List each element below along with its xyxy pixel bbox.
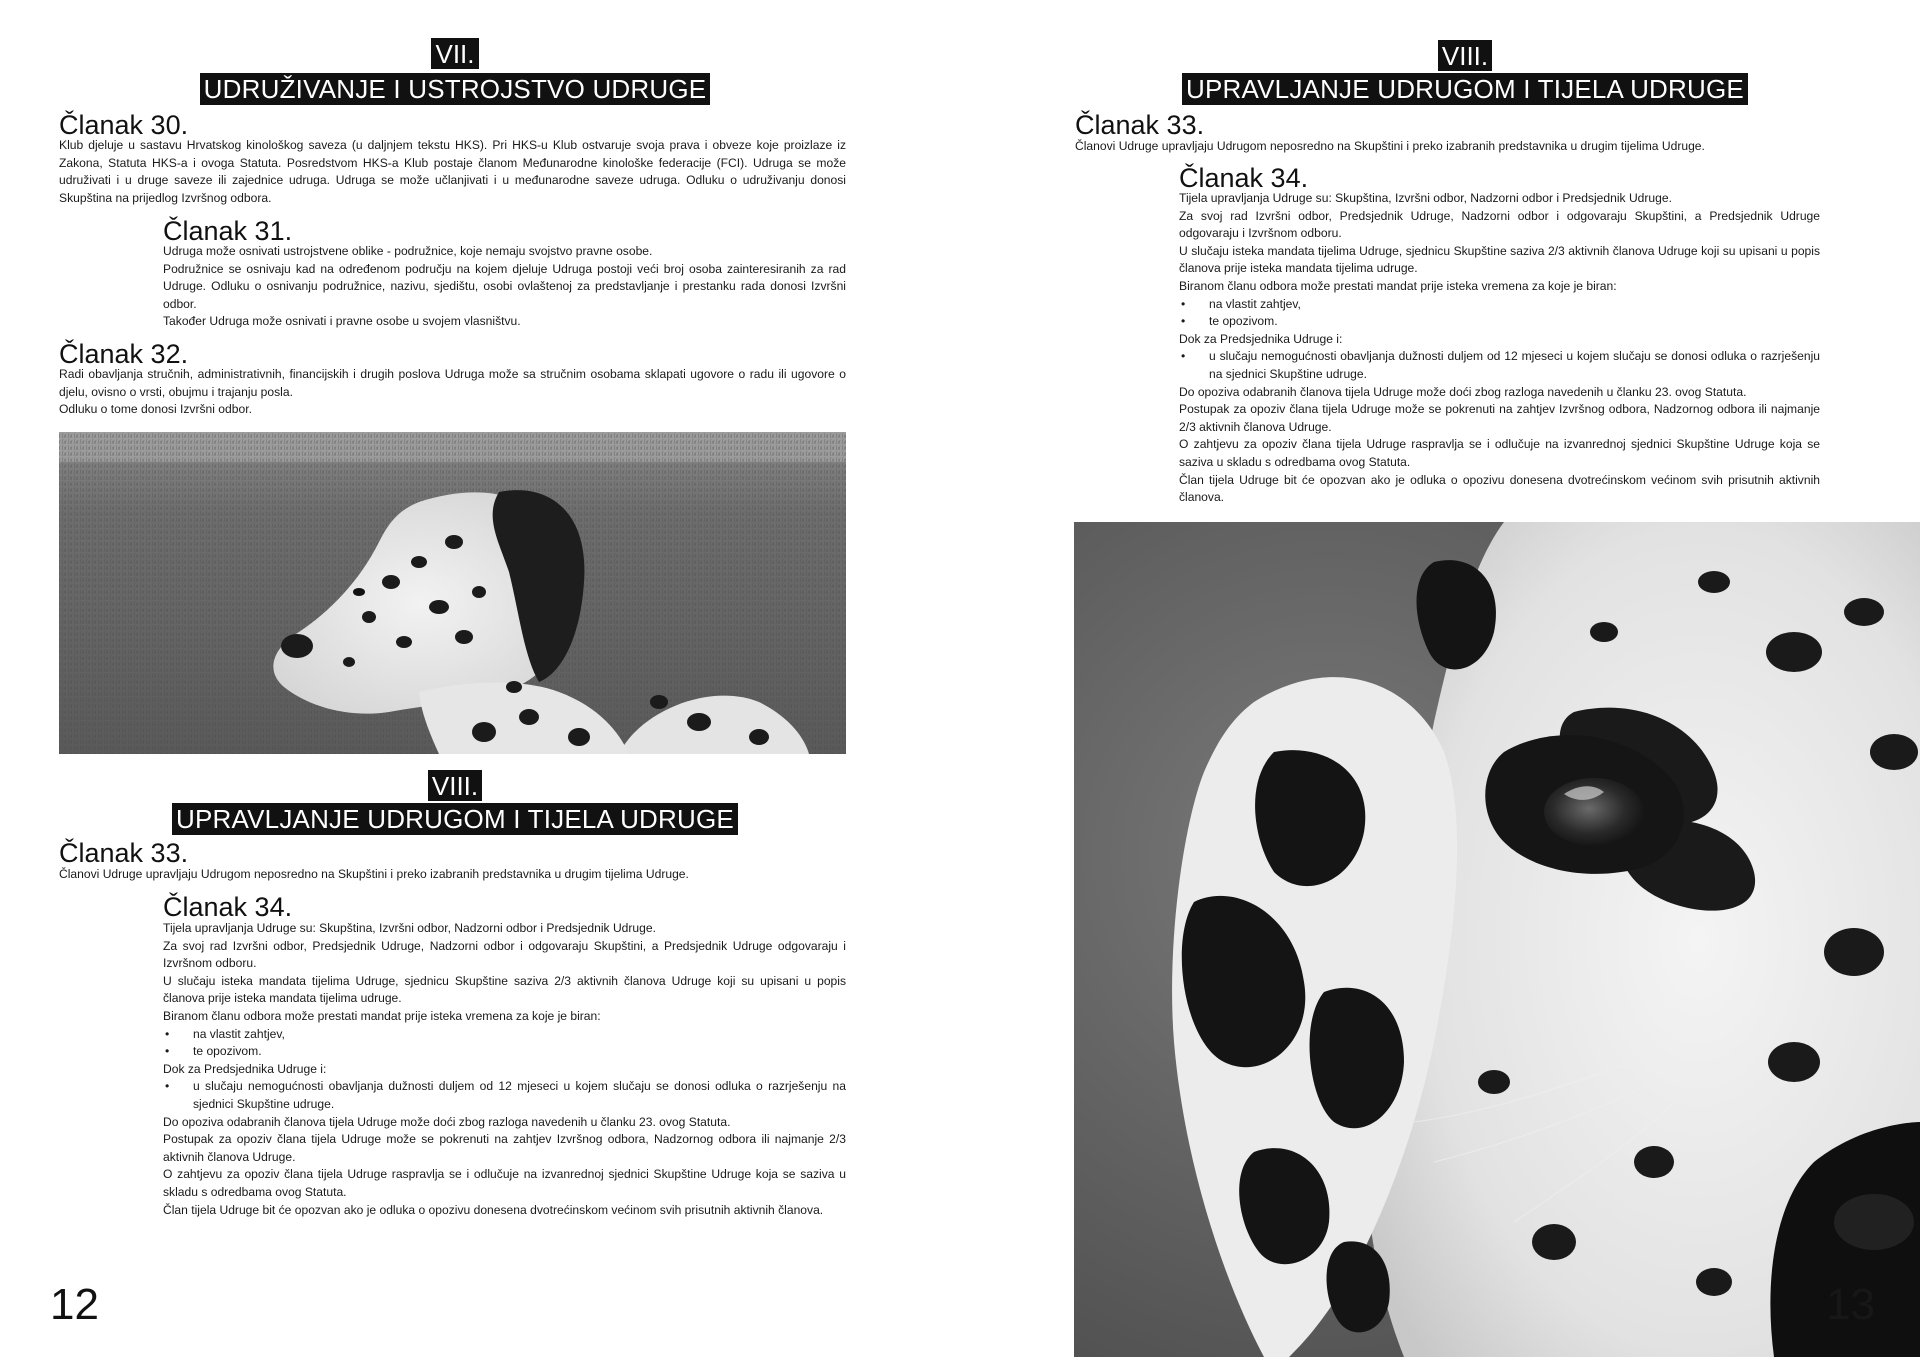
article-33-title-left: Članak 33.	[59, 838, 189, 868]
article-32-paragraph: Radi obavljanja stručnih, administrativnih, financijskih i drugih poslova Udruga može sa stručnim osobama sklapati ugovore o radu ili ugovore o djelu, ovisno o vrsti, obujmu i trajanju posla.	[59, 367, 846, 399]
article-34-p9-right: Član tijela Udruge bit će opozvan ako je odluka o opozivu donesena dvotrećinskom većinom svih prisutnih aktivnih članova.	[1179, 472, 1820, 505]
article-30-title: Članak 30.	[59, 110, 189, 140]
section-8-title-row-right	[975, 73, 1920, 105]
article-33-paragraph-right: Članovi Udruge upravljaju Udrugom neposredno na Skupštini i preko izabranih predstavnika u drugim tijelima Udruge.	[1075, 139, 1705, 153]
article-34-p2-left: Za svoj rad Izvršni odbor, Predsjednik Udruge, Nadzorni odbor i odgovaraju Skupštini, a Predsjednik Udruge odgovaraju i Izvršnom odboru.	[163, 938, 846, 971]
article-34-bullet-3-right: • u slučaju nemogućnosti obavljanja dužnosti duljem od 12 mjeseci u kojem slučaju se donosi odluka o razrješenju na sjednici Skupštine udruge.	[1179, 348, 1820, 383]
article-32-title: Članak 32.	[59, 339, 189, 369]
section-7-number: VII.	[431, 38, 478, 69]
article-34-p6-right: Do opoziva odabranih članova tijela Udruge može doći zbog razloga navedenih u članku 23. ovog Statuta.	[1179, 384, 1747, 399]
article-34-body-right	[1179, 190, 1820, 507]
article-34-bullet-2-left: • te opozivom.	[163, 1043, 846, 1061]
article-31-body	[163, 243, 846, 331]
article-34-title-right: Članak 34.	[1179, 163, 1309, 193]
right-page	[960, 0, 1920, 1357]
dalmatian-closeup-illustration	[1074, 522, 1920, 1357]
article-34-p9-left: Član tijela Udruge bit će opozvan ako je odluka o opozivu donesena dvotrećinskom većinom svih prisutnih aktivnih članova.	[163, 1202, 824, 1217]
article-33-title-right: Članak 33.	[1075, 110, 1205, 140]
section-8-title-left: UPRAVLJANJE UDRUGOM I TIJELA UDRUGE	[172, 803, 738, 835]
article-34-bullet-2-right: • te opozivom.	[1179, 313, 1820, 331]
article-34-p3-left: U slučaju isteka mandata tijelima Udruge, sjednicu Skupštine saziva 2/3 aktivnih članova Udruge koji su upisani u popis članova prije isteka mandata tijelima udruge.	[163, 973, 846, 1006]
article-33-paragraph-left: Članovi Udruge upravljaju Udrugom neposredno na Skupštini i preko izabranih predstavnika u drugim tijelima Udruge.	[59, 867, 689, 881]
article-34-p5-right: Dok za Predsjednika Udruge i:	[1179, 331, 1343, 346]
article-34-title-left: Članak 34.	[163, 892, 293, 922]
section-8-heading-left	[0, 770, 910, 801]
article-31-paragraph: Podružnice se osnivaju kad na određenom području na kojem djeluje Udruga postoji veći broj osoba zainteresiranih za rad Udruge. Odluku o osnivanju podružnice, nazivu, sjedištu, osobi ovlaštenoj za predstavljanje i prestanku rada donosi Izvršni odbor.	[163, 261, 846, 311]
section-7-title-row	[0, 73, 910, 105]
article-34-bullet-1-left: • na vlastit zahtjev,	[163, 1026, 846, 1044]
article-34-p7-right: Postupak za opoziv člana tijela Udruge može se pokrenuti na zahtjev Izvršnog odbora, Nadzornog odbora ili najmanje 2/3 aktivnih članova Udruge.	[1179, 402, 1820, 434]
dalmatian-profile-illustration	[59, 432, 846, 754]
article-34-p2-right: Za svoj rad Izvršni odbor, Predsjednik Udruge, Nadzorni odbor i odgovaraju Skupštini, a Predsjednik Udruge odgovaraju i Izvršnom odboru.	[1179, 208, 1820, 241]
dalmatian-profile-photo	[59, 432, 846, 754]
article-31-paragraph: Udruga može osnivati ustrojstvene oblike - podružnice, koje nemaju svojstvo pravne osobe.	[163, 244, 653, 258]
article-30-body	[59, 137, 846, 207]
article-34-p1-right: Tijela upravljanja Udruge su: Skupština, Izvršni odbor, Nadzorni odbor i Predsjednik Udruge.	[1179, 191, 1672, 205]
section-8-number-left: VIII.	[428, 770, 482, 801]
article-33-body-right	[1075, 138, 1875, 156]
article-34-p4-right: Biranom članu odbora može prestati mandat prije isteka vremena za koje je biran:	[1179, 278, 1617, 293]
article-34-p8-right: O zahtjevu za opoziv člana tijela Udruge raspravlja se i odlučuje na izvanrednoj sjednici Skupštine Udruge koja se saziva u skladu s odredbama ovog Statuta.	[1179, 437, 1820, 469]
article-34-p8-left: O zahtjevu za opoziv člana tijela Udruge raspravlja se i odlučuje na izvanrednoj sjednici Skupštine Udruge koja se saziva u skladu s odredbama ovog Statuta.	[163, 1167, 846, 1199]
article-34-p3-right: U slučaju isteka mandata tijelima Udruge, sjednicu Skupštine saziva 2/3 aktivnih članova Udruge koji su upisani u popis članova prije isteka mandata tijelima udruge.	[1179, 243, 1820, 276]
section-8-title-right: UPRAVLJANJE UDRUGOM I TIJELA UDRUGE	[1182, 73, 1748, 105]
article-34-body-left	[163, 920, 846, 1219]
article-34-bullet-1-right: • na vlastit zahtjev,	[1179, 296, 1820, 314]
section-8-title-row-left	[0, 803, 910, 835]
article-33-body-left	[59, 866, 846, 884]
article-32-paragraph: Odluku o tome donosi Izvršni odbor.	[59, 402, 252, 417]
article-30-paragraph: Klub djeluje u sastavu Hrvatskog kinološkog saveza (u daljnjem tekstu HKS). Pri HKS-u Klub ostvaruje svoja prava i obveze koje proizlaze iz Zakona, Statuta HKS-a i ovoga Statuta. Posredstvom HKS-a Klub postaje članom Međunarodne kinološke federacije (FCI). Udruga se može udruživati i u druge saveze ili zajednice udruga. Udruga se može učlanjivati i u međunarodne saveze udruga. Odluku o udruživanju donosi Skupština na prijedlog Izvršnog odbora.	[59, 138, 846, 205]
section-8-heading-right	[975, 40, 1920, 71]
article-34-p1-left: Tijela upravljanja Udruge su: Skupština, Izvršni odbor, Nadzorni odbor i Predsjednik Udruge.	[163, 921, 656, 935]
article-32-body	[59, 366, 846, 419]
page-number-left: 12	[50, 1280, 99, 1329]
section-7-heading	[0, 38, 910, 69]
article-34-bullet-3-left: • u slučaju nemogućnosti obavljanja dužnosti duljem od 12 mjeseci u kojem slučaju se donosi odluka o razrješenju na sjednici Skupštine udruge.	[163, 1078, 846, 1113]
article-34-p5-left: Dok za Predsjednika Udruge i:	[163, 1061, 327, 1076]
section-8-number-right: VIII.	[1438, 40, 1492, 71]
dalmatian-closeup-photo	[1074, 522, 1920, 1357]
article-34-p4-left: Biranom članu odbora može prestati mandat prije isteka vremena za koje je biran:	[163, 1008, 601, 1023]
article-34-p6-left: Do opoziva odabranih članova tijela Udruge može doći zbog razloga navedenih u članku 23. ovog Statuta.	[163, 1114, 731, 1129]
article-31-title: Članak 31.	[163, 216, 293, 246]
page-number-right: 13	[1826, 1280, 1875, 1329]
section-7-title: UDRUŽIVANJE I USTROJSTVO UDRUGE	[200, 73, 711, 105]
article-34-p7-left: Postupak za opoziv člana tijela Udruge može se pokrenuti na zahtjev Izvršnog odbora, Nadzornog odbora ili najmanje 2/3 aktivnih članova Udruge.	[163, 1132, 846, 1164]
article-31-paragraph: Također Udruga može osnivati i pravne osobe u svojem vlasništvu.	[163, 314, 521, 329]
